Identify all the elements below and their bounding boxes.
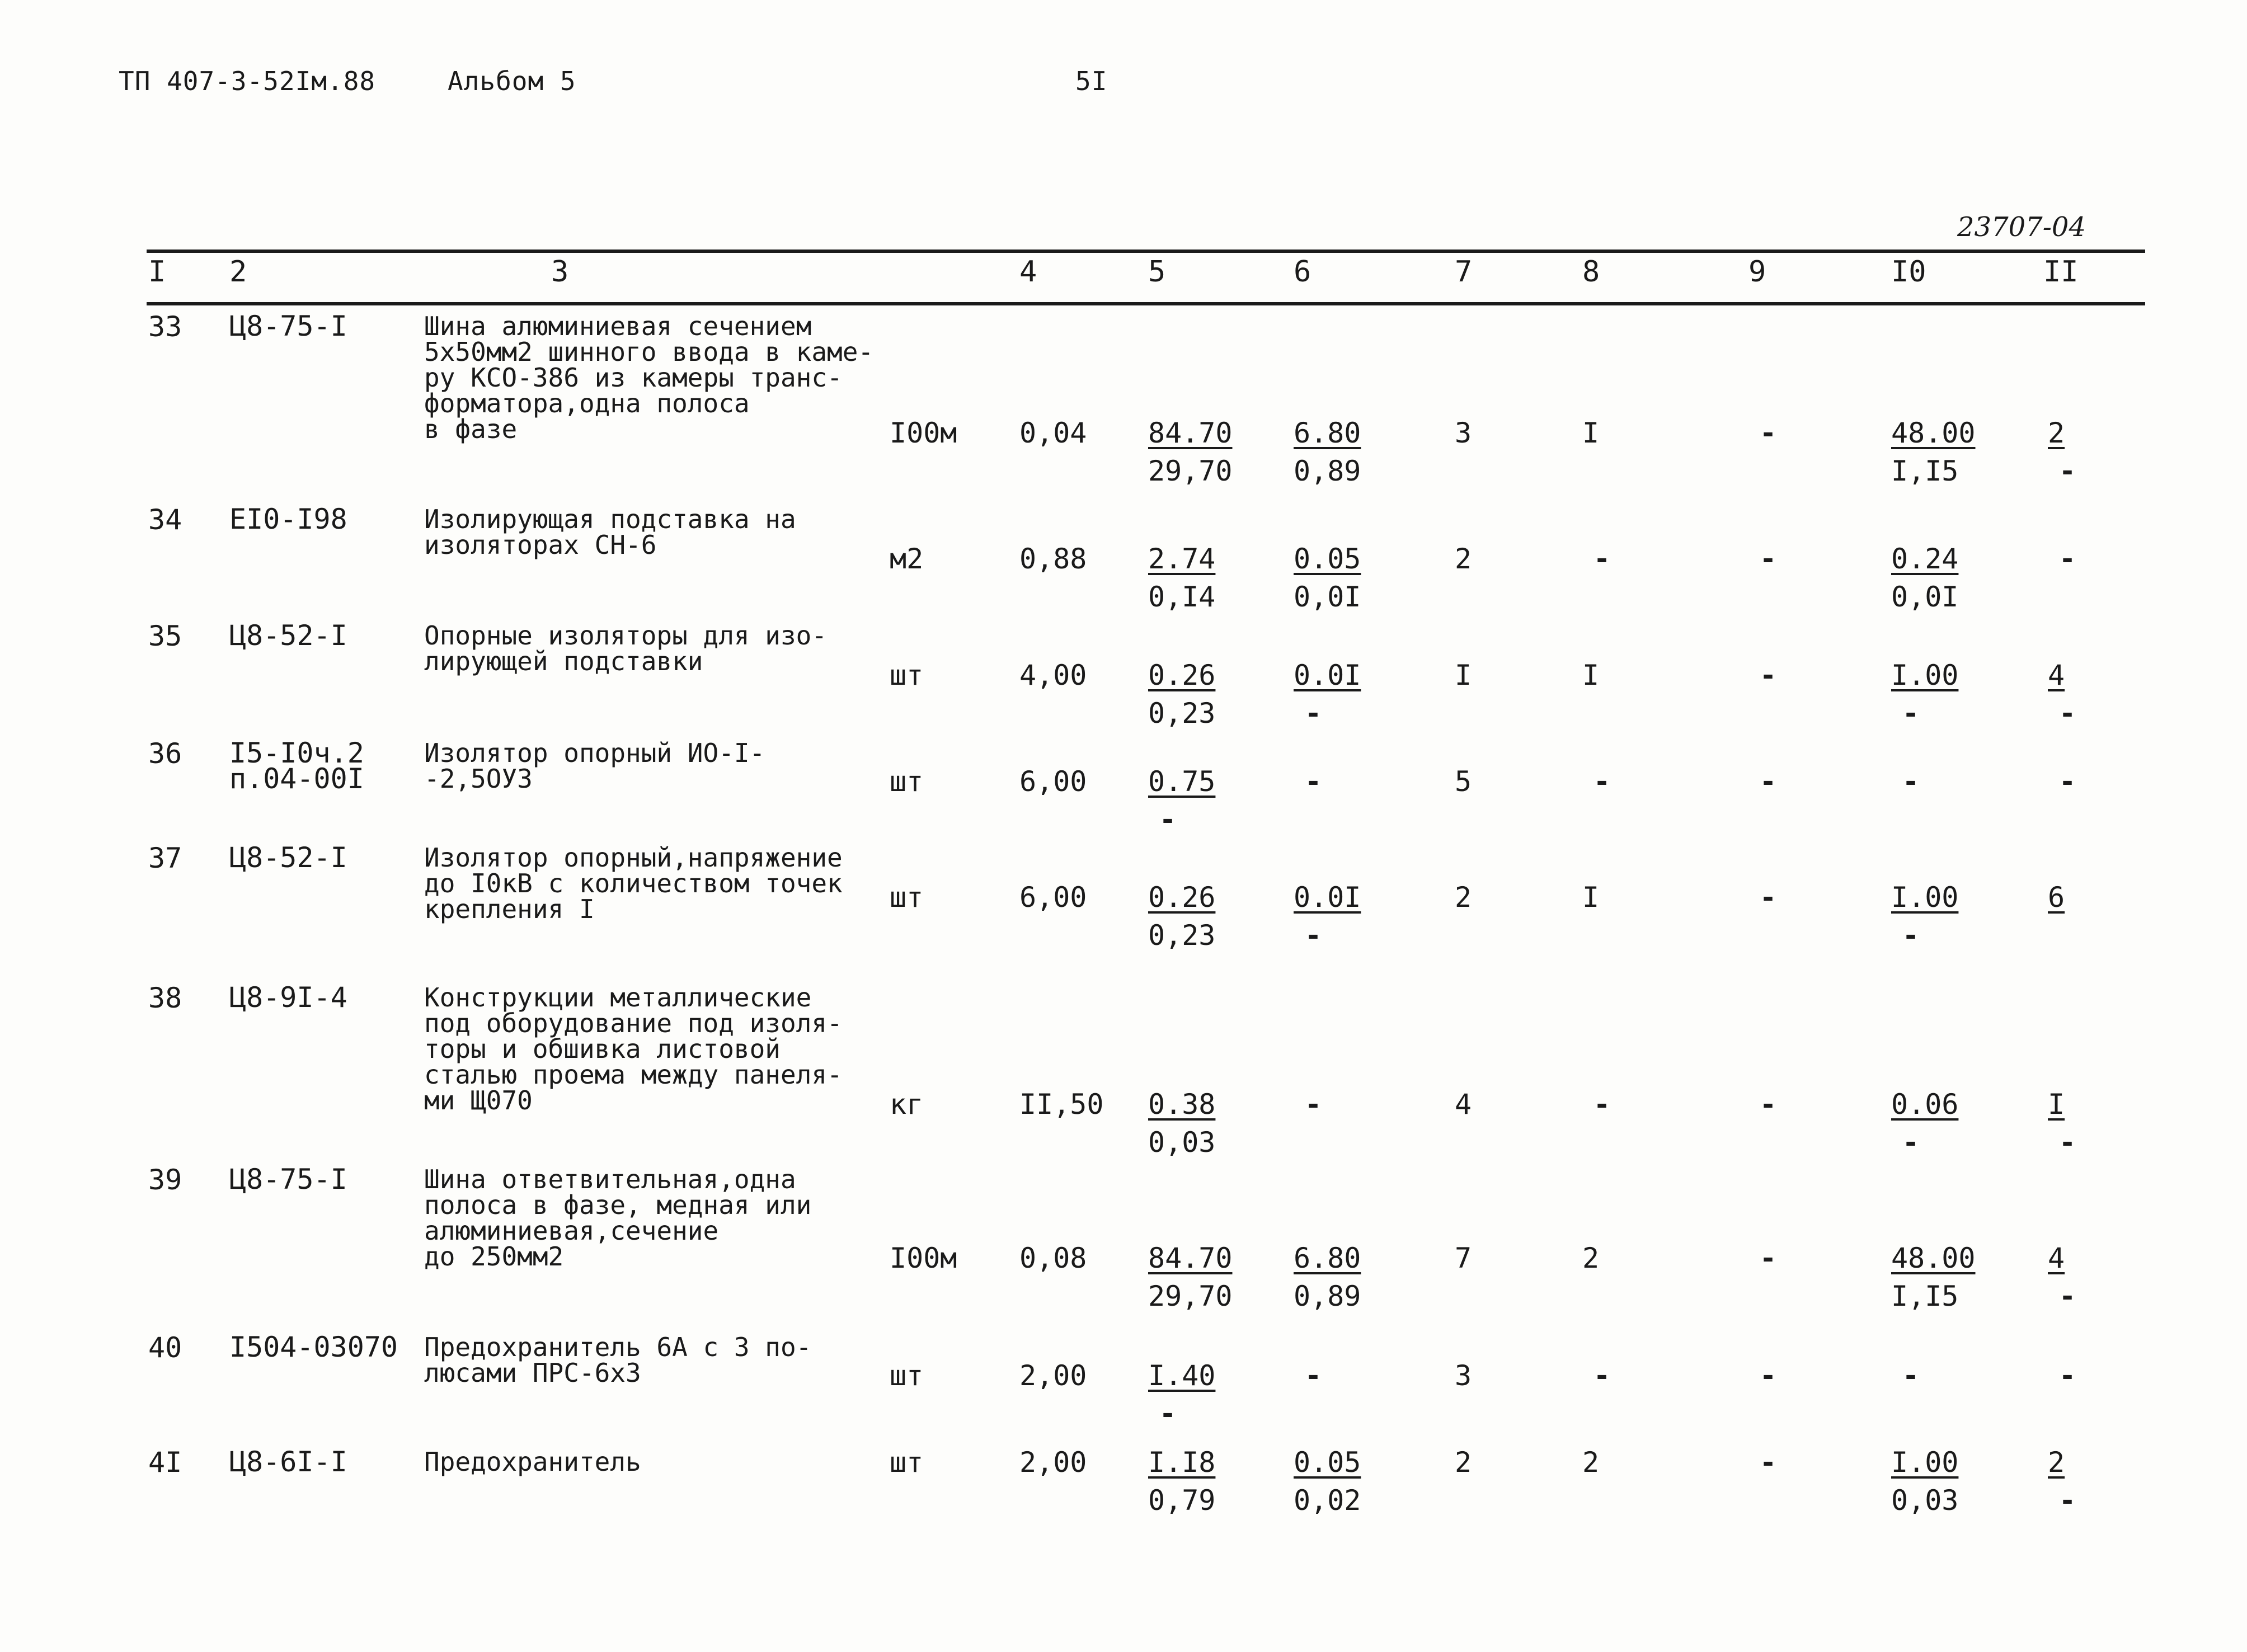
row-col-c10b: - (1902, 1126, 1920, 1159)
row-col-c9: - (1760, 1359, 1777, 1392)
row-col-c8: - (1593, 765, 1611, 798)
row-col-c6a: 0.0I (1294, 881, 1361, 914)
row-col-c10a: I.00 (1891, 1446, 1959, 1479)
row-quantity: 2,00 (1019, 1359, 1087, 1392)
column-header-5: 5 (1148, 255, 1166, 289)
row-col-c6a: - (1305, 765, 1322, 798)
row-unit: шт (890, 881, 924, 914)
row-col-c7: 2 (1455, 543, 1472, 575)
row-col-c11a: 2 (2048, 1446, 2065, 1479)
row-col-c6b: 0,89 (1294, 455, 1361, 487)
row-col-c7: 7 (1455, 1242, 1472, 1274)
row-unit: шт (890, 765, 924, 798)
row-col-c10b: - (1902, 697, 1920, 729)
row-col-c9: - (1760, 417, 1777, 449)
row-quantity: 6,00 (1019, 881, 1087, 914)
row-description: Конструкции металлические под оборудование под изоля- торы и обшивка листовой сталью проема между панеля- ми Щ070 (424, 982, 843, 1116)
row-description: Изолятор опорный ИО-I- -2,5ОУЗ (424, 738, 765, 794)
row-col-c7: 3 (1455, 417, 1472, 449)
row-col-c5a: 0.26 (1148, 659, 1216, 691)
row-unit: шт (890, 1359, 924, 1392)
row-col-c5a: I.40 (1148, 1359, 1216, 1392)
row-col-c5a: 84.70 (1148, 417, 1233, 449)
row-col-c5b: 0,23 (1148, 697, 1216, 729)
document-code: ТП 407-3-52Iм.88 (119, 66, 376, 96)
row-quantity: 0,88 (1019, 543, 1087, 575)
row-code: Ц8-75-I (229, 310, 347, 342)
row-col-c5b: 0,23 (1148, 919, 1216, 952)
row-number: 4I (148, 1446, 182, 1479)
handwritten-stamp: 23707-04 (1957, 211, 2086, 243)
row-col-c11b: - (2059, 1484, 2076, 1517)
row-description: Предохранитель (424, 1447, 641, 1477)
row-number: 40 (148, 1331, 182, 1364)
row-unit: I00м (890, 417, 957, 449)
row-col-c10b: 0,03 (1891, 1484, 1959, 1517)
row-col-c6b: - (1305, 697, 1322, 729)
column-header-10: I0 (1891, 255, 1926, 289)
row-col-c6a: 6.80 (1294, 417, 1361, 449)
row-number: 38 (148, 982, 182, 1014)
row-col-c11a: 4 (2048, 1242, 2065, 1274)
row-col-c9: - (1760, 1088, 1777, 1121)
row-description: Изолятор опорный,напряжение до I0кВ с количеством точек крепления I (424, 843, 843, 924)
column-header-6: 6 (1294, 255, 1311, 289)
table-top-rule (147, 250, 2145, 253)
album-label: Альбом 5 (448, 66, 576, 96)
row-col-c6a: 0.0I (1294, 659, 1361, 691)
row-number: 39 (148, 1164, 182, 1196)
column-header-3: 3 (551, 255, 569, 289)
row-col-c5a: 2.74 (1148, 543, 1216, 575)
row-code: Ц8-52-I (229, 619, 347, 652)
row-col-c5b: 0,03 (1148, 1126, 1216, 1159)
row-col-c10b: I,I5 (1891, 455, 1959, 487)
row-col-c10a: I.00 (1891, 881, 1959, 914)
row-col-c9: - (1760, 765, 1777, 798)
row-col-c7: 2 (1455, 1446, 1472, 1479)
row-code: Ц8-75-I (229, 1163, 347, 1196)
row-col-c6a: - (1305, 1088, 1322, 1121)
row-col-c7: 5 (1455, 765, 1472, 798)
row-col-c10a: 0.24 (1891, 543, 1959, 575)
row-col-c5b: 0,I4 (1148, 581, 1216, 613)
column-header-1: I (148, 255, 166, 289)
row-col-c10b: I,I5 (1891, 1280, 1959, 1312)
row-col-c11b: - (2059, 1126, 2076, 1159)
row-col-c11a: - (2059, 543, 2076, 575)
row-col-c10a: 0.06 (1891, 1088, 1959, 1121)
row-col-c11a: - (2059, 765, 2076, 798)
row-col-c8: - (1593, 1088, 1611, 1121)
row-col-c6b: 0,89 (1294, 1280, 1361, 1312)
row-quantity: 6,00 (1019, 765, 1087, 798)
row-col-c6a: 6.80 (1294, 1242, 1361, 1274)
row-col-c10a: 48.00 (1891, 1242, 1976, 1274)
row-col-c7: 2 (1455, 881, 1472, 914)
row-col-c8: I (1582, 417, 1600, 449)
row-col-c10a: 48.00 (1891, 417, 1976, 449)
row-col-c11b: - (2059, 455, 2076, 487)
row-unit: шт (890, 659, 924, 691)
row-col-c5a: I.I8 (1148, 1446, 1216, 1479)
row-col-c6b: - (1305, 919, 1322, 952)
row-col-c11a: 4 (2048, 659, 2065, 691)
row-unit: кг (890, 1088, 924, 1121)
row-col-c7: 4 (1455, 1088, 1472, 1121)
row-col-c5b: - (1159, 1397, 1177, 1430)
column-header-2: 2 (229, 255, 247, 289)
row-unit: м2 (890, 543, 924, 575)
row-col-c5b: 29,70 (1148, 455, 1233, 487)
row-col-c9: - (1760, 1446, 1777, 1479)
page-number: 5I (1075, 66, 1108, 96)
row-description: Изолирующая подставка на изоляторах СН-6 (424, 504, 796, 560)
table-header-rule (147, 302, 2145, 305)
row-description: Шина ответвительная,одна полоса в фазе, медная или алюминиевая,сечение до 250мм2 (424, 1164, 812, 1272)
row-col-c7: 3 (1455, 1359, 1472, 1392)
row-col-c5a: 84.70 (1148, 1242, 1233, 1274)
row-col-c6b: 0,0I (1294, 581, 1361, 613)
row-unit: I00м (890, 1242, 957, 1274)
row-col-c5a: 0.26 (1148, 881, 1216, 914)
row-col-c11a: - (2059, 1359, 2076, 1392)
row-quantity: 0,04 (1019, 417, 1087, 449)
row-col-c5b: 0,79 (1148, 1484, 1216, 1517)
row-number: 33 (148, 310, 182, 343)
row-col-c9: - (1760, 659, 1777, 691)
row-col-c5a: 0.38 (1148, 1088, 1216, 1121)
row-code: EI0-I98 (229, 503, 347, 535)
row-col-c5a: 0.75 (1148, 765, 1216, 798)
row-description: Опорные изоляторы для изо- лирующей подставки (424, 620, 828, 676)
row-col-c9: - (1760, 881, 1777, 914)
row-col-c11a: I (2048, 1088, 2065, 1121)
column-header-7: 7 (1455, 255, 1473, 289)
row-col-c6a: 0.05 (1294, 543, 1361, 575)
row-number: 36 (148, 737, 182, 770)
row-col-c10a: - (1902, 765, 1920, 798)
row-col-c5b: - (1159, 803, 1177, 836)
row-col-c8: I (1582, 881, 1600, 914)
row-col-c10a: - (1902, 1359, 1920, 1392)
row-quantity: 2,00 (1019, 1446, 1087, 1479)
row-col-c7: I (1455, 659, 1472, 691)
row-code: I5-I0ч.2 п.04-00I (229, 737, 364, 795)
row-code: Ц8-9I-4 (229, 981, 347, 1014)
row-code: Ц8-52-I (229, 841, 347, 874)
row-col-c8: 2 (1582, 1446, 1600, 1479)
row-col-c11a: 6 (2048, 881, 2065, 914)
row-col-c6b: 0,02 (1294, 1484, 1361, 1517)
row-col-c10b: 0,0I (1891, 581, 1959, 613)
row-col-c10a: I.00 (1891, 659, 1959, 691)
row-number: 34 (148, 503, 182, 536)
column-header-9: 9 (1748, 255, 1766, 289)
row-code: I504-03070 (229, 1331, 398, 1363)
row-col-c8: - (1593, 543, 1611, 575)
row-description: Предохранитель 6А с 3 по- люсами ПРС-6х3 (424, 1332, 812, 1388)
row-col-c10b: - (1902, 919, 1920, 952)
row-col-c6a: 0.05 (1294, 1446, 1361, 1479)
row-number: 35 (148, 620, 182, 652)
row-code: Ц8-6I-I (229, 1446, 347, 1478)
row-col-c5b: 29,70 (1148, 1280, 1233, 1312)
column-header-4: 4 (1019, 255, 1037, 289)
row-col-c8: I (1582, 659, 1600, 691)
row-col-c9: - (1760, 543, 1777, 575)
row-description: Шина алюминиевая сечением 5x50мм2 шинного ввода в каме- ру КСО-386 из камеры транс- форматора,одна полоса в фазе (424, 311, 874, 444)
row-quantity: II,50 (1019, 1088, 1104, 1121)
row-col-c6a: - (1305, 1359, 1322, 1392)
row-col-c11b: - (2059, 1280, 2076, 1312)
row-quantity: 4,00 (1019, 659, 1087, 691)
row-quantity: 0,08 (1019, 1242, 1087, 1274)
row-col-c8: 2 (1582, 1242, 1600, 1274)
row-col-c11b: - (2059, 697, 2076, 729)
row-unit: шт (890, 1446, 924, 1479)
row-col-c8: - (1593, 1359, 1611, 1392)
column-header-11: II (2043, 255, 2079, 289)
row-number: 37 (148, 842, 182, 874)
column-header-8: 8 (1582, 255, 1600, 289)
row-col-c9: - (1760, 1242, 1777, 1274)
row-col-c11a: 2 (2048, 417, 2065, 449)
